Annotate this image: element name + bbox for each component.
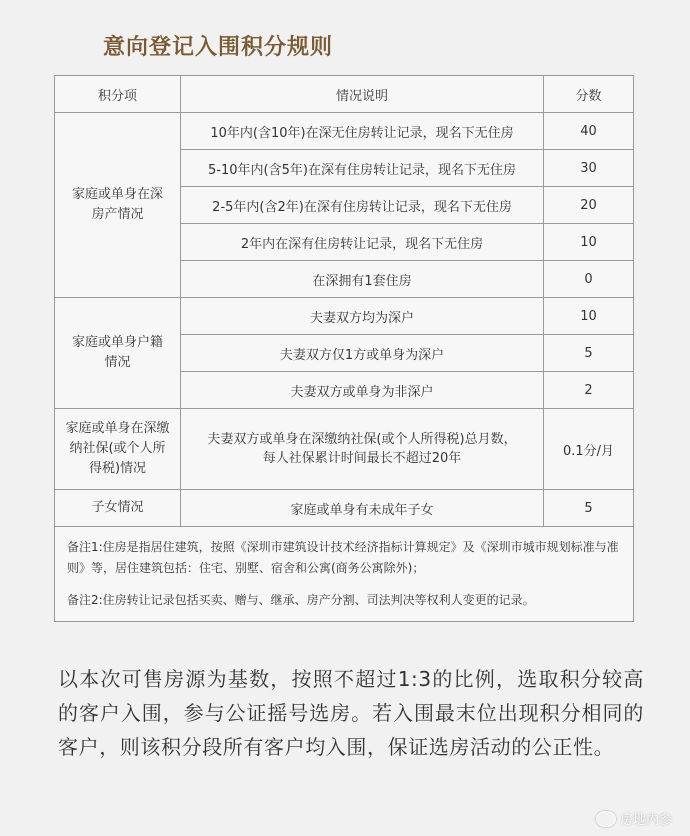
row-description-line: 夫妻双方或单身在深缴纳社保(或个人所得税)总月数， bbox=[207, 432, 517, 447]
category-label: 家庭或单身户籍情况 bbox=[71, 335, 163, 370]
weibo-icon bbox=[596, 811, 616, 827]
header-description: 情况说明 bbox=[181, 76, 544, 113]
header-category: 积分项 bbox=[55, 76, 181, 113]
watermark-text: 房地内参 bbox=[619, 813, 672, 828]
row-description: 10年内(含10年)在深无住房转让记录，现名下无住房 bbox=[181, 113, 544, 150]
row-description: 夫妻双方或单身为非深户 bbox=[181, 372, 544, 409]
row-score: 2 bbox=[544, 372, 634, 409]
notes-cell bbox=[55, 527, 634, 622]
table-row bbox=[55, 298, 634, 335]
note-2: 备注2:住房转让记录包括买卖、赠与、继承、房产分割、司法判决等权利人变更的记录。 bbox=[67, 593, 535, 607]
row-description: 2年内在深有住房转让记录，现名下无住房 bbox=[181, 224, 544, 261]
row-score: 5 bbox=[544, 490, 634, 527]
rules-table bbox=[54, 75, 634, 622]
note-1: 备注1:住房是指居住建筑，按照《深圳市建筑设计技术经济指标计算规定》及《深圳市城市规划标准与准则》等，居住建筑包括：住宅、别墅、宿舍和公寓(商务公寓除外)； bbox=[67, 540, 619, 575]
row-description: 5-10年内(含5年)在深有住房转让记录，现名下无住房 bbox=[181, 150, 544, 187]
page-title: 意向登记入围积分规则 bbox=[103, 35, 334, 60]
row-score: 10 bbox=[544, 298, 634, 335]
watermark bbox=[596, 809, 672, 828]
row-description bbox=[181, 409, 544, 490]
row-description: 夫妻双方仅1方或单身为深户 bbox=[181, 335, 544, 372]
category-label: 家庭或单身在深缴纳社保(或个人所得税)情况 bbox=[65, 421, 170, 476]
notes-row bbox=[55, 527, 634, 622]
category-hukou bbox=[55, 298, 181, 409]
header-score: 分数 bbox=[544, 76, 634, 113]
row-description: 夫妻双方均为深户 bbox=[181, 298, 544, 335]
category-property bbox=[55, 113, 181, 298]
row-score: 0 bbox=[544, 261, 634, 298]
table-row bbox=[55, 490, 634, 527]
table-row bbox=[55, 113, 634, 150]
row-description-line: 每人社保累计时间最长不超过20年 bbox=[262, 451, 462, 466]
category-children: 子女情况 bbox=[55, 490, 181, 527]
category-label: 家庭或单身在深房产情况 bbox=[71, 187, 163, 222]
row-score: 10 bbox=[544, 224, 634, 261]
row-score: 20 bbox=[544, 187, 634, 224]
category-social-security bbox=[55, 409, 181, 490]
row-score: 0.1分/月 bbox=[544, 409, 634, 490]
row-description: 2-5年内(含2年)在深有住房转让记录，现名下无住房 bbox=[181, 187, 544, 224]
table-row bbox=[55, 409, 634, 490]
row-description: 在深拥有1套住房 bbox=[181, 261, 544, 298]
row-score: 30 bbox=[544, 150, 634, 187]
row-score: 5 bbox=[544, 335, 634, 372]
body-paragraph: 以本次可售房源为基数，按照不超过1:3的比例，选取积分较高的客户入围，参与公证摇号选房。若入围最末位出现积分相同的客户，则该积分段所有客户均入围，保证选房活动的公正性。 bbox=[58, 667, 644, 759]
row-score: 40 bbox=[544, 113, 634, 150]
row-description: 家庭或单身有未成年子女 bbox=[181, 490, 544, 527]
table-header-row bbox=[55, 76, 634, 113]
